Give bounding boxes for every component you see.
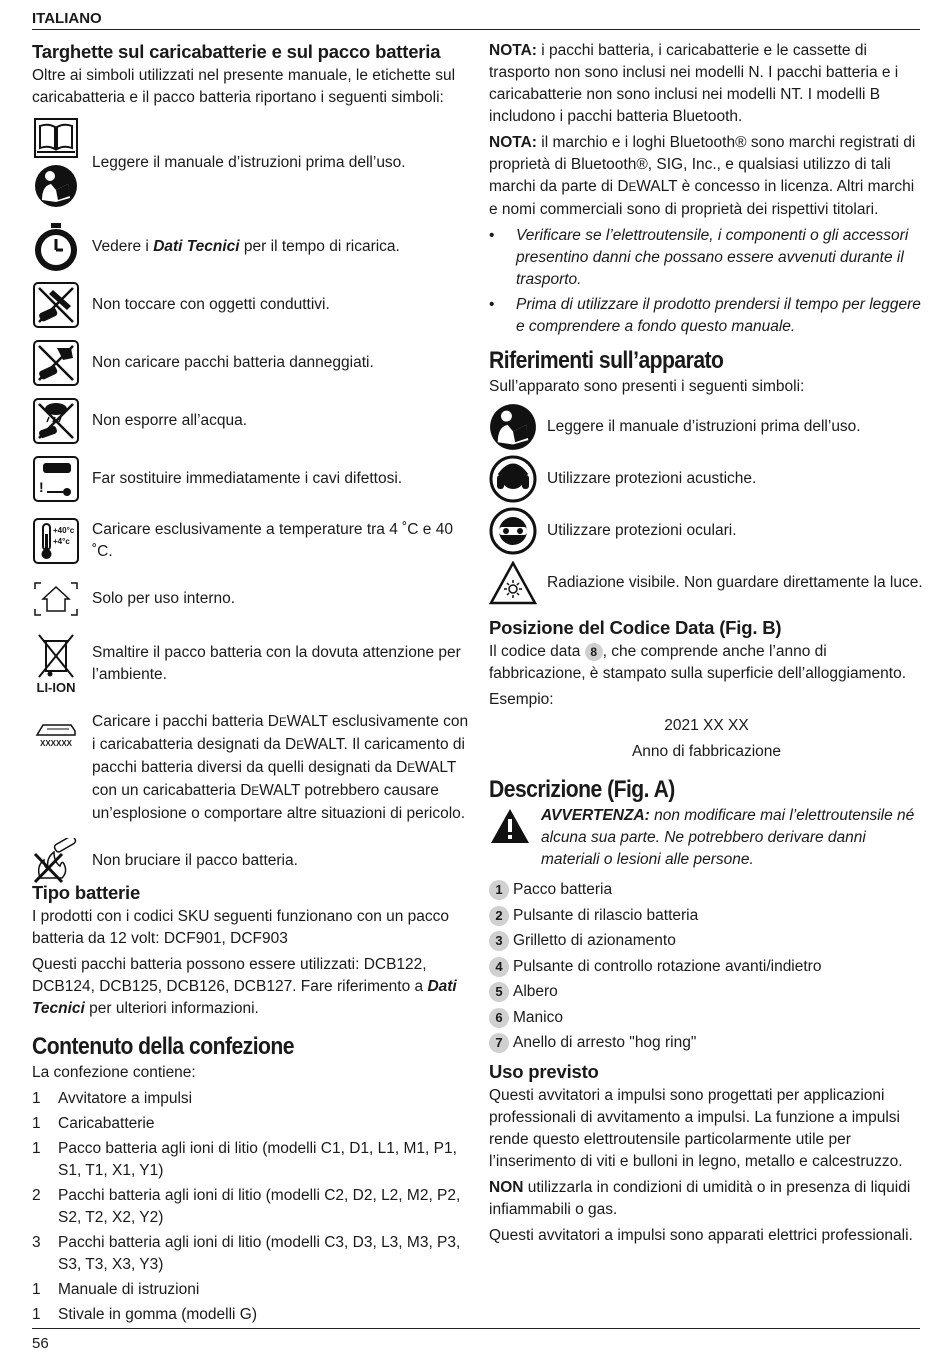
labels-intro: Oltre ai simboli utilizzati nel presente manuale, le etichette sul caricabatteria e il pacco batteria riportano i seguenti simboli: [32,67,456,106]
list-item [489,879,924,901]
symbol-text-technical-data [92,236,400,258]
charge-only-t4: E [296,740,304,752]
part-label: Manico [513,1008,563,1026]
page-number: 56 [32,1335,49,1352]
symbol-text-damaged: Non caricare pacchi batteria danneggiati. [92,354,374,371]
warning-body: non modificare mai l’elettroutensile né alcuna sua parte. Ne potrebbero derivare danni materiali o lesioni alle persone. [541,807,915,868]
list-item [32,1279,472,1301]
part-number: 2 [489,906,509,926]
ref-text-ear: Utilizzare protezioni acustiche. [547,470,757,487]
section-title-use: Uso previsto [489,1061,599,1082]
symbol-row-water [32,395,472,447]
list-item-qty: 1 [32,1281,41,1298]
symbol-row-indoor [32,577,472,621]
symbol-row-damaged [32,337,472,389]
warning-triangle-icon [489,807,531,845]
liion-label: LI-ION [36,680,76,695]
ref-row-eye [489,506,924,556]
symbol-text-manual: Leggere il manuale d’istruzioni prima dell’uso. [92,154,406,171]
battery-type-p2-post: per ulteriori informazioni. [84,1000,259,1017]
warning-block [489,805,924,875]
technical-data-ref: Dati Tecnici [153,238,240,255]
list-item-text: Manuale di istruzioni [58,1281,200,1298]
section-title-battery-type: Tipo batterie [32,882,141,903]
part-label: Albero [513,983,558,1000]
note-1 [489,40,924,128]
technical-data-pre: Vedere i [92,238,154,255]
light-radiation-icon [489,561,537,605]
charge-only-t7: WALT con un caricabatteria D [92,759,457,799]
list-item [489,930,924,952]
no-water-icon [33,398,79,444]
charger-model-label: XXXXXX [39,739,72,748]
charge-only-t1: Caricare i pacchi batteria D [92,713,279,730]
list-item-qty: 1 [32,1115,41,1132]
battery-type-p2-pre: Questi pacchi batteria possono essere utilizzati: DCB122, DCB124, DCB125, DCB126, DCB127. Fare riferimento a [32,956,428,995]
callout-number: 8 [585,643,603,661]
list-item-text: Pacchi batteria agli ioni di litio (modelli C3, D3, L3, M3, P3, S3, T3, X3, Y3) [58,1234,461,1273]
defective-cable-icon [33,456,79,502]
list-item-text: Stivale in gomma (modelli G) [58,1306,257,1323]
footer-rule [32,1328,920,1329]
charge-only-t6: E [407,763,416,775]
symbol-text-burn: Non bruciare il pacco batteria. [92,852,298,869]
charge-only-t9: WALT potrebbero causare un’esplosione o comportare altre situazioni di pericolo. [92,782,466,822]
part-number: 6 [489,1008,509,1028]
list-item [32,1138,472,1182]
section-title-refs: Riferimenti sull’apparato [489,347,724,374]
use-p2 [489,1177,924,1221]
part-label: Anello di arresto "hog ring" [513,1034,697,1051]
contents-intro: La confezione contiene: [32,1064,196,1081]
charge-only-t8: E [251,786,260,798]
part-label: Pulsante di controllo rotazione avanti/indietro [513,957,822,975]
list-item [489,1007,924,1029]
part-label: Pulsante di rilascio batteria [513,906,699,924]
list-item [489,1032,924,1054]
ref-row-ear [489,454,924,504]
use-p2-bold: NON [489,1179,524,1196]
symbol-row-burn [32,839,472,883]
datecode-post: , che comprende anche l’anno di fabbricazione, è stampato sulla superficie dell’alloggiamento. [489,643,907,682]
charger-icon [33,719,79,739]
temp-max-label: +40°c [53,526,75,535]
symbol-row-dispose [32,631,472,697]
symbol-row-manual [32,117,472,209]
book-icon [34,118,78,158]
note-2-text-1: il marchio e i loghi Bluetooth® sono marchi registrati di proprietà di Bluetooth®, SIG, Inc., e qualsiasi utilizzo di tali marchi da parte di D [489,134,916,195]
part-label: Grilletto di azionamento [513,932,676,949]
example-label: Esempio: [489,691,554,708]
charge-only-t5: WALT. Il caricamento di pacchi batteria diversi da quelli designati da D [92,736,465,776]
datecode-text [489,641,924,685]
warning-label: AVVERTENZA: [541,807,650,824]
example-caption: Anno di fabbricazione [631,743,782,760]
list-item-qty: 1 [32,1306,41,1323]
part-number: 5 [489,982,509,1002]
stopwatch-icon [33,222,79,272]
symbol-row-conductive [32,279,472,331]
part-number: 7 [489,1033,509,1053]
crossed-bin-icon [37,633,75,679]
list-item [32,1185,472,1229]
list-item-text: Pacco batteria agli ioni di litio (modelli C1, D1, L1, M1, P1, S1, T1, X1, Y1) [58,1140,457,1179]
list-item-qty: 2 [32,1187,41,1204]
no-conductive-icon [33,282,79,328]
list-item [489,981,924,1003]
part-number: 4 [489,957,509,977]
symbol-text-charge-only [92,711,472,825]
note-1-text: i pacchi batteria, i caricabatterie e le cassette di trasporto non sono inclusi nei modelli N. I pacchi batteria e i caricabatterie non sono inclusi nei modelli NT. I modelli B includono i pacchi batteria Bluetooth. [489,42,899,125]
warning-text [541,805,924,871]
ref-row-light [489,558,924,608]
list-item [32,1232,472,1276]
charge-only-t3: WALT esclusivamente con i caricabatteria designati da D [92,713,469,753]
section-title-datecode: Posizione del Codice Data (Fig. B) [489,617,782,638]
bullet-item: • Verificare se l’elettroutensile, i componenti o gli accessori presentino danni che possano essere avvenuti durante il trasporto. [489,225,924,291]
read-manual-icon [34,164,78,208]
list-item [489,905,924,927]
part-label: Pacco batteria [513,881,613,898]
list-item [32,1304,472,1326]
symbol-text-cables: Far sostituire immediatamente i cavi difettosi. [92,470,403,487]
list-item-text: Avvitatore a impulsi [58,1090,193,1107]
charge-only-t2: E [278,717,287,729]
ref-text-eye: Utilizzare protezioni oculari. [547,522,737,539]
datecode-pre: Il codice data [489,643,585,660]
symbol-text-temperature: Caricare esclusivamente a temperature tra 4 ˚C e 40 ˚C. [92,521,453,560]
symbol-text-dispose: Smaltire il pacco batteria con la dovuta attenzione per l’ambiente. [92,644,461,683]
section-title-description: Descrizione (Fig. A) [489,776,675,803]
note-1-label: NOTA: [489,42,537,59]
battery-type-p2-ref: Dati Tecnici [32,978,457,1017]
left-column [32,40,472,1329]
svg-text:!: ! [39,479,44,495]
warning-bullets [489,225,924,338]
symbol-text-indoor: Solo per uso interno. [92,590,236,607]
part-number: 3 [489,931,509,951]
battery-type-p2 [32,954,472,1020]
list-item-text: Pacchi batteria agli ioni di litio (modelli C2, D2, L2, M2, P2, S2, T2, X2, Y2) [58,1187,461,1226]
eye-protection-icon [489,507,537,555]
symbol-row-technical-data [32,221,472,273]
ref-row-manual [489,402,924,452]
technical-data-post: per il tempo di ricarica. [239,238,400,255]
refs-intro: Sull’apparato sono presenti i seguenti simboli: [489,378,805,395]
note-2-label: NOTA: [489,134,537,151]
ref-text-light: Radiazione visibile. Non guardare direttamente la luce. [547,574,923,591]
parts-list [489,879,924,1054]
note-2 [489,132,924,221]
no-fire-icon [32,838,80,884]
section-title-labels: Targhette sul caricabatterie e sul pacco batteria [32,41,441,62]
list-item [32,1113,472,1135]
battery-type-p1: I prodotti con i codici SKU seguenti funzionano con un pacco batteria da 12 volt: DCF901, DCF903 [32,908,450,947]
note-2-text-2: E [628,182,637,194]
ref-text-manual: Leggere il manuale d’istruzioni prima dell’uso. [547,418,861,435]
list-item [32,1088,472,1110]
use-p1: Questi avvitatori a impulsi sono progettati per applicazioni professionali di avvitamento a impulsi. La funzione a impulsi rende questo elettroutensile particolarmente utile per l’inserimento di viti e bulloni in legno, metallo e calcestruzzo. [489,1087,903,1170]
list-item-qty: 3 [32,1234,41,1251]
right-column [489,40,924,1251]
use-p3: Questi avvitatori a impulsi sono apparati elettrici professionali. [489,1227,913,1244]
read-manual-icon [489,403,537,451]
symbol-row-temperature [32,515,472,567]
part-number: 1 [489,880,509,900]
symbol-row-charge-only [32,711,472,825]
list-item-qty: 1 [32,1090,41,1107]
note-2-text-3: WALT è concesso in licenza. Altri marchi e nomi commerciali sono di proprietà dei rispettivi titolari. [489,178,915,218]
symbol-text-water: Non esporre all’acqua. [92,412,248,429]
thermometer-icon [33,518,79,564]
use-p2-text: utilizzarla in condizioni di umidità o in presenza di liquidi infiammabili o gas. [489,1179,911,1218]
temp-min-label: +4°c [53,537,70,546]
page-header: ITALIANO [32,8,920,30]
list-item-qty: 1 [32,1140,41,1157]
list-item-text: Caricabatterie [58,1115,155,1132]
example-code: 2021 XX XX [664,717,749,734]
ear-protection-icon [489,455,537,503]
symbol-row-cables [32,453,472,505]
symbol-text-conductive: Non toccare con oggetti conduttivi. [92,296,330,313]
no-damaged-battery-icon [33,340,79,386]
list-item [489,956,924,978]
bullet-item: • Prima di utilizzare il prodotto prendersi il tempo per leggere e comprendere a fondo questo manuale. [489,294,924,338]
indoor-house-icon [33,581,79,617]
contents-list [32,1088,472,1326]
section-title-contents: Contenuto della confezione [32,1033,295,1060]
